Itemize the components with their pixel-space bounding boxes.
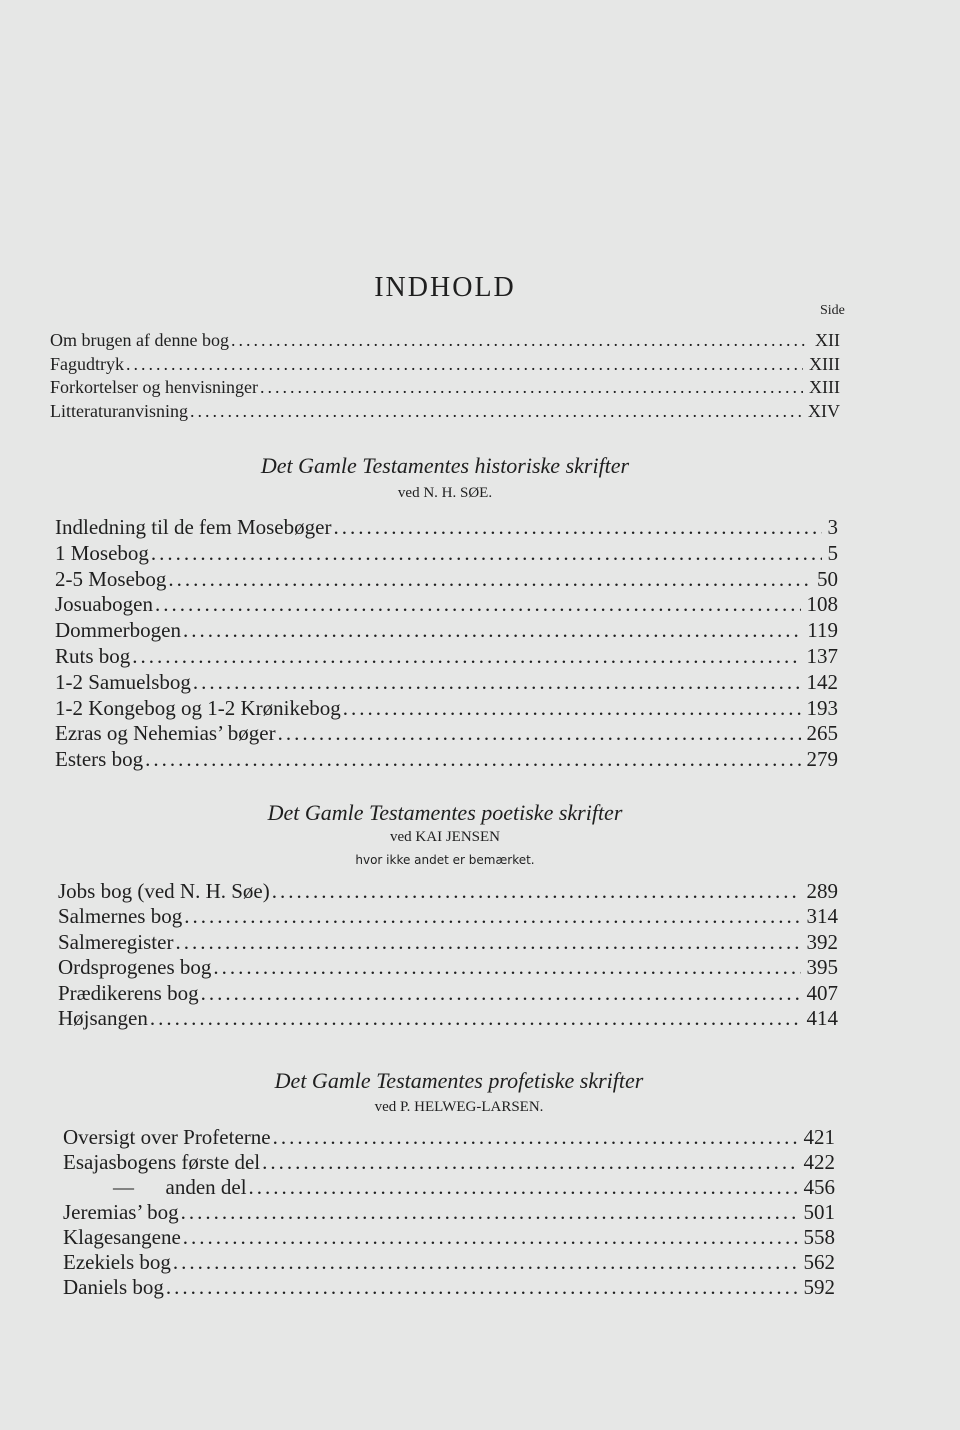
toc-entry (50, 401, 840, 425)
toc-entry (55, 541, 838, 567)
toc-entry (58, 879, 838, 904)
entry-title: Jobs bog (ved N. H. Søe) (58, 879, 270, 903)
entry-title: Josuabogen (55, 592, 153, 617)
toc-entry (63, 1200, 835, 1225)
dot-leader (201, 981, 801, 1006)
entry-page: XIV (808, 401, 840, 422)
dot-leader (155, 592, 801, 617)
section-note-poetic: hvor ikke andet er bemærket. (355, 853, 535, 867)
entry-title: Ruts bog (55, 643, 131, 668)
toc-entry (55, 592, 838, 618)
entry-page: 193 (806, 695, 838, 720)
toc-entry (58, 1006, 838, 1031)
page-column-label: Side (820, 303, 845, 318)
intro-list (50, 330, 840, 425)
section-author-historical: ved N. H. SØE. (397, 485, 493, 501)
entry-page: 137 (806, 643, 838, 668)
entry-page: 562 (803, 1250, 835, 1274)
entry-page: XIII (809, 377, 840, 398)
entry-page: 421 (803, 1125, 835, 1149)
entry-title: Klagesangene (63, 1225, 181, 1249)
dot-leader (145, 747, 800, 772)
dot-leader (231, 330, 809, 351)
entry-page: 501 (803, 1200, 835, 1224)
entry-page: XII (815, 330, 840, 350)
dot-leader (260, 377, 803, 398)
toc-entry (55, 696, 838, 722)
dot-leader (249, 1175, 798, 1200)
dot-leader (213, 955, 800, 980)
entry-page: 119 (807, 618, 838, 643)
toc-entry (50, 377, 840, 401)
dot-leader (190, 401, 802, 422)
entry-page: 265 (806, 721, 838, 746)
dot-leader (262, 1150, 797, 1175)
entry-title: 1-2 Samuelsbog (55, 669, 191, 694)
toc-entry (55, 567, 838, 593)
dot-leader (193, 670, 801, 695)
toc-entry (63, 1125, 835, 1150)
entry-page: 395 (806, 955, 838, 980)
entry-title: 1 Mosebog (55, 540, 149, 565)
entry-title: Litteraturanvisning (50, 401, 188, 422)
dot-leader (166, 1275, 798, 1300)
section-heading-historical: Det Gamle Testamentes historiske skrifter (260, 453, 630, 478)
toc-entry (50, 330, 840, 354)
entry-page: 3 (827, 515, 838, 539)
dot-leader (175, 930, 800, 955)
page-title: INDHOLD (374, 272, 516, 303)
dot-leader (273, 1125, 798, 1150)
section-author-poetic: ved KAI JENSEN (390, 829, 500, 845)
dot-leader (333, 515, 821, 540)
entry-title: Prædikerens bog (58, 980, 199, 1005)
entry-title: Ezras og Nehemias’ bøger (55, 721, 276, 746)
toc-entry (58, 981, 838, 1006)
toc-entry (55, 670, 838, 696)
toc-entry (55, 515, 838, 541)
entry-title: 2-5 Mosebog (55, 566, 167, 591)
dot-leader (126, 354, 803, 375)
entry-title: — anden del (113, 1175, 247, 1199)
entry-page: 279 (806, 747, 838, 772)
toc-entry (58, 904, 838, 929)
entry-title: 1-2 Kongebog og 1-2 Krønikebog (55, 695, 341, 720)
entry-page: 108 (806, 592, 838, 617)
dot-leader (173, 1250, 798, 1275)
entry-title: Oversigt over Profeterne (63, 1125, 271, 1149)
entry-title: Jeremias’ bog (63, 1200, 179, 1224)
entry-title: Højsangen (58, 1005, 148, 1030)
dot-leader (150, 1006, 801, 1031)
section-heading-poetic: Det Gamle Testamentes poetiske skrifter (267, 800, 623, 825)
entry-page: 289 (806, 879, 838, 903)
toc-entry (50, 354, 840, 378)
entry-page: 456 (803, 1175, 835, 1199)
entry-page: 5 (827, 540, 838, 565)
toc-entry (58, 930, 838, 955)
toc-entry (55, 618, 838, 644)
entry-title: Ezekiels bog (63, 1250, 171, 1274)
entry-title: Fagudtryk (50, 353, 124, 374)
dot-leader (278, 721, 801, 746)
entry-page: 422 (803, 1150, 835, 1174)
entry-page: 142 (806, 669, 838, 694)
entry-page: 558 (803, 1225, 835, 1249)
entry-title: Forkortelser og henvisninger (50, 377, 258, 398)
dot-leader (168, 567, 811, 592)
section-author-prophetic: ved P. HELWEG-LARSEN. (374, 1099, 544, 1115)
dot-leader (151, 541, 822, 566)
toc-entry (55, 747, 838, 773)
entry-page: 392 (806, 929, 838, 954)
entry-page: 407 (806, 980, 838, 1005)
historical-list (55, 515, 838, 773)
toc-entry (63, 1275, 835, 1300)
entry-title: Salmeregister (58, 929, 174, 954)
toc-entry (55, 721, 838, 747)
entry-title: Om brugen af denne bog (50, 330, 229, 350)
entry-title: Ordsprogenes bog (58, 955, 212, 980)
entry-page: 50 (817, 566, 838, 591)
entry-page: XIII (809, 353, 840, 374)
toc-entry (63, 1150, 835, 1175)
dot-leader (343, 696, 801, 721)
entry-title: Salmernes bog (58, 904, 183, 929)
entry-page: 414 (806, 1005, 838, 1030)
toc-entry (63, 1250, 835, 1275)
dot-leader (184, 904, 800, 929)
entry-title: Indledning til de fem Mosebøger (55, 515, 332, 539)
entry-page: 314 (806, 904, 838, 929)
toc-entry (58, 955, 838, 980)
dot-leader (181, 1200, 798, 1225)
prophetic-list (63, 1125, 835, 1300)
toc-entry (63, 1225, 835, 1250)
toc-entry (55, 644, 838, 670)
dot-leader (132, 644, 800, 669)
dot-leader (183, 1225, 798, 1250)
section-heading-prophetic: Det Gamle Testamentes profetiske skrifter (274, 1068, 644, 1093)
entry-title: Dommerbogen (55, 618, 181, 643)
entry-title: Esajasbogens første del (63, 1150, 261, 1174)
entry-title: Daniels bog (63, 1275, 164, 1299)
poetic-list (58, 879, 838, 1031)
toc-entry (63, 1175, 835, 1200)
dot-leader (183, 618, 801, 643)
entry-title: Esters bog (55, 747, 144, 772)
dot-leader (272, 879, 801, 904)
entry-page: 592 (803, 1275, 835, 1299)
